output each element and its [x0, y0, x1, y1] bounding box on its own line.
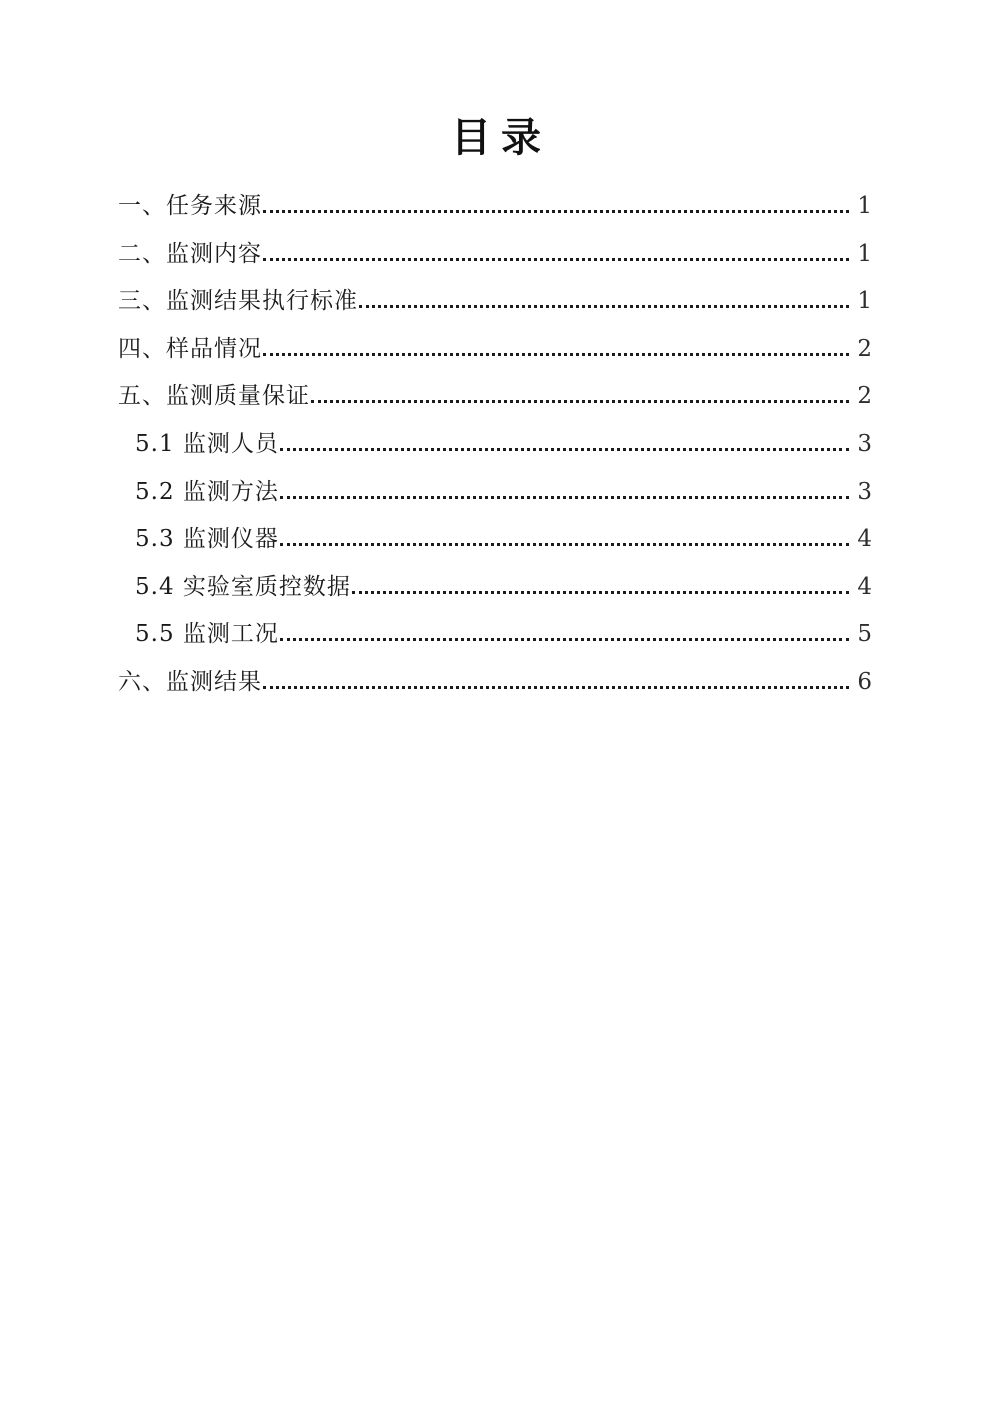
toc-entry-label: 5.4 实验室质控数据: [135, 573, 351, 600]
toc-entry-page: 2: [857, 383, 872, 410]
toc-entry[interactable]: [118, 183, 872, 231]
dot-leader: [263, 683, 849, 689]
page-title: 目录: [451, 114, 551, 161]
dot-leader: [352, 588, 849, 594]
toc-entry-page: 6: [857, 668, 872, 695]
dot-leader: [280, 635, 849, 641]
toc-entry-label: 一、任务来源: [118, 193, 262, 219]
toc-entry[interactable]: [118, 326, 872, 374]
toc-entry-label: 四、样品情况: [118, 335, 262, 362]
toc-entry[interactable]: [118, 516, 872, 564]
toc-entry-page: 1: [857, 240, 872, 267]
toc-entry-label: 二、监测内容: [118, 240, 262, 267]
toc-entry[interactable]: [118, 469, 872, 517]
toc-entry-page: 2: [857, 335, 872, 362]
toc-entry[interactable]: [118, 421, 872, 469]
dot-leader: [359, 302, 849, 308]
toc-entry-label: 5.3 监测仪器: [135, 526, 279, 553]
dot-leader: [263, 350, 849, 356]
toc-entry-label: 五、监测质量保证: [118, 383, 310, 410]
toc-entry-label: 六、监测结果: [118, 668, 262, 695]
toc-entry[interactable]: [118, 564, 872, 612]
toc-entry[interactable]: [118, 373, 872, 421]
toc-entry[interactable]: [118, 611, 872, 659]
toc-list: [118, 183, 872, 707]
toc-entry-page: 4: [857, 526, 872, 553]
toc-entry-page: 3: [857, 430, 872, 457]
toc-entry[interactable]: [118, 231, 872, 279]
toc-entry-label: 三、监测结果执行标准: [118, 288, 358, 315]
toc-entry[interactable]: [118, 659, 872, 707]
dot-leader: [280, 493, 849, 499]
dot-leader: [263, 207, 849, 213]
toc-entry-label: 5.5 监测工况: [135, 621, 279, 648]
toc-entry-label: 5.1 监测人员: [135, 430, 279, 457]
toc-entry-page: 4: [857, 573, 872, 600]
toc-entry[interactable]: [118, 278, 872, 326]
toc-entry-page: 5: [857, 621, 872, 648]
toc-entry-page: 3: [857, 478, 872, 505]
dot-leader: [280, 540, 849, 546]
dot-leader: [311, 397, 849, 403]
dot-leader: [263, 255, 849, 261]
dot-leader: [280, 445, 849, 451]
toc-entry-label: 5.2 监测方法: [135, 478, 279, 505]
toc-entry-page: 1: [857, 288, 872, 315]
toc-entry-page: 1: [857, 193, 872, 219]
